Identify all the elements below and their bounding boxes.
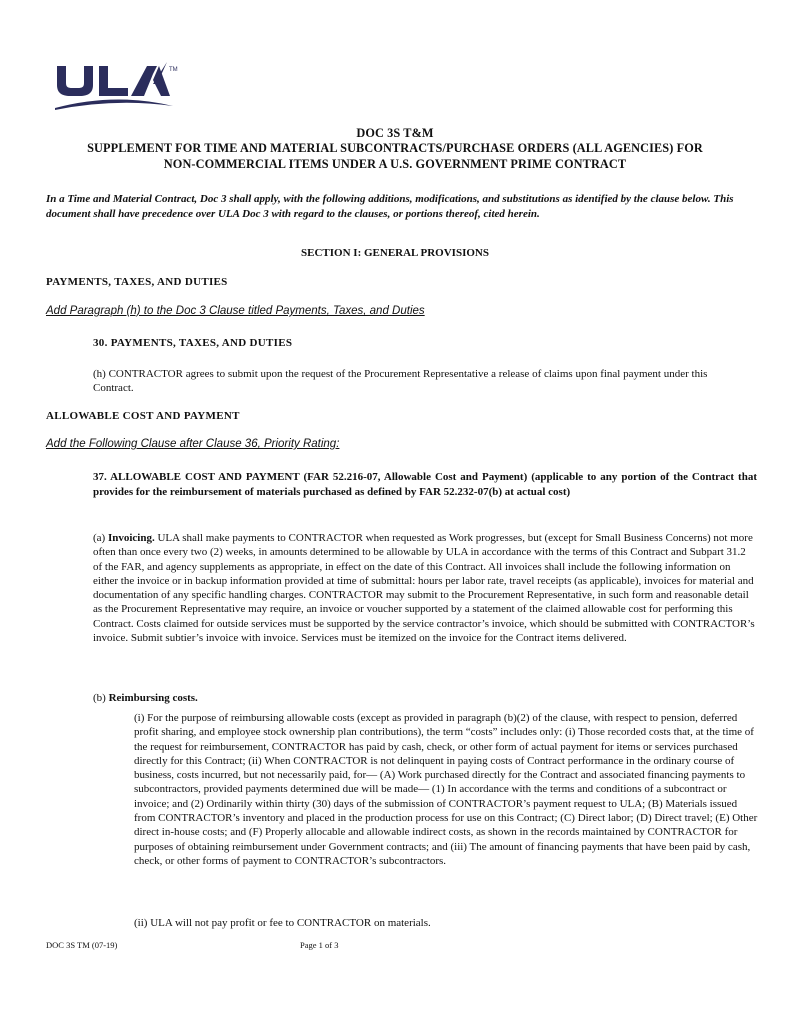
invoicing-text: ULA shall make payments to CONTRACTOR when requested as Work progresses, but (except for Small Business Concerns) not more often than once every two (2) weeks, in amounts determined to be allowable by ULA in accordance with the terms of this Contract and Subpart 31.2 of the FAR, and agency supplements as appropriate, in effect on the date of this Contract. All invoices shall include the following information on either the invoice or in backup information provided at time of submittal: hours per labor rate, travel receipts (as applicable), invoices for material and documentation of any specific handling charges. CONTRACTOR may submit to the Procurement Representative, in such form and reasonable detail as the Procurement Representative may require, an invoice or voucher supported by a statement of the claimed allowable cost for performing this Contract. Costs claimed for outside services must be supported by the service contractor’s invoice, which should be submitted with CONTRACTOR’s invoice. Submit subtier’s invoice with invoice. Services must be itemized on the invoice for the Contract items delivered.: [93, 532, 755, 645]
reimbursing-ii-paragraph: (ii) ULA will not pay profit or fee to CONTRACTOR on materials.: [134, 917, 431, 929]
allowable-heading: ALLOWABLE COST AND PAYMENT: [46, 410, 240, 422]
ula-logo: [55, 62, 185, 112]
clause-30-text: (h) CONTRACTOR agrees to submit upon the request of the Procurement Representative a release of claims upon final payment under this Contract.: [93, 368, 708, 395]
reimbursing-i-paragraph: (i) For the purpose of reimbursing allowable costs (except as provided in paragraph (b)(2) of the clause, with respect to pension, deferred profit sharing, and employee stock ownership plan contributions), the term “costs” includes only: (i) Those recorded costs that, at the time of the request for reimbursement, CONTRACTOR has paid by cash, check, or other form of actual payment for items or services purchased directly for this Contract; (ii) When CONTRACTOR is not delinquent in paying costs of Contract performance in the ordinary course of business, costs incurred, but not necessarily paid, for— (A) Work purchased directly for the Contract and associated financing payments to subcontractors, provided payments determined due will be made— (1) In accordance with the terms and conditions of a subcontract or invoice; and (2) Ordinarily within thirty (30) days of the submission of CONTRACTOR’s payment request to ULA; (B) Materials issued from CONTRACTOR’s inventory and placed in the production process for use on this Contract; (C) Direct labor; (D) Direct travel; (E) Other direct in-house costs; and (F) Properly allocable and allowable indirect costs, as shown in the records maintained by CONTRACTOR for purposes of obtaining reimbursement under Government contracts; and (iii) The amount of financing payments that have been paid by cash, check, or other forms of payment to CONTRACTOR’s subcontractors.: [134, 712, 758, 867]
reimbursing-label: Reimbursing costs.: [108, 692, 198, 704]
reimbursing-prefix: (b): [93, 692, 109, 704]
reimbursing-heading: [93, 691, 198, 705]
trademark-mark: TM: [169, 67, 178, 73]
ula-logo-icon: [55, 62, 185, 112]
footer-doc-code: DOC 3S TM (07-19): [46, 940, 118, 950]
footer-page-number: Page 1 of 3: [300, 940, 339, 950]
clause-30-title: 30. PAYMENTS, TAXES, AND DUTIES: [93, 337, 293, 349]
allowable-instruction: Add the Following Clause after Clause 36, Priority Rating:: [46, 438, 340, 450]
payments-instruction: Add Paragraph (h) to the Doc 3 Clause titled Payments, Taxes, and Duties: [46, 305, 425, 317]
section-title: SECTION I: GENERAL PROVISIONS: [301, 247, 489, 259]
invoicing-prefix: (a): [93, 532, 108, 544]
invoicing-paragraph: [93, 531, 757, 645]
payments-heading: PAYMENTS, TAXES, AND DUTIES: [46, 276, 228, 288]
intro-paragraph: In a Time and Material Contract, Doc 3 shall apply, with the following additions, modifications, and substitutions as identified by the clause below. This document shall have precedence over ULA Doc 3 with regard to the clauses, or portions thereof, cited herein.: [46, 193, 734, 220]
clause-37-title: 37. ALLOWABLE COST AND PAYMENT (FAR 52.216-07, Allowable Cost and Payment) (applicable to any portion of the Contract that provides for the reimbursement of materials purchased as defined by FAR 52.232-07(b) at actual cost): [93, 471, 757, 498]
title-line-2: NON-COMMERCIAL ITEMS UNDER A U.S. GOVERNMENT PRIME CONTRACT: [163, 157, 627, 171]
doc-id: DOC 3S T&M: [356, 126, 434, 140]
title-line-1: SUPPLEMENT FOR TIME AND MATERIAL SUBCONTRACTS/PURCHASE ORDERS (ALL AGENCIES) FOR: [87, 141, 703, 155]
invoicing-label: Invoicing.: [107, 532, 155, 544]
